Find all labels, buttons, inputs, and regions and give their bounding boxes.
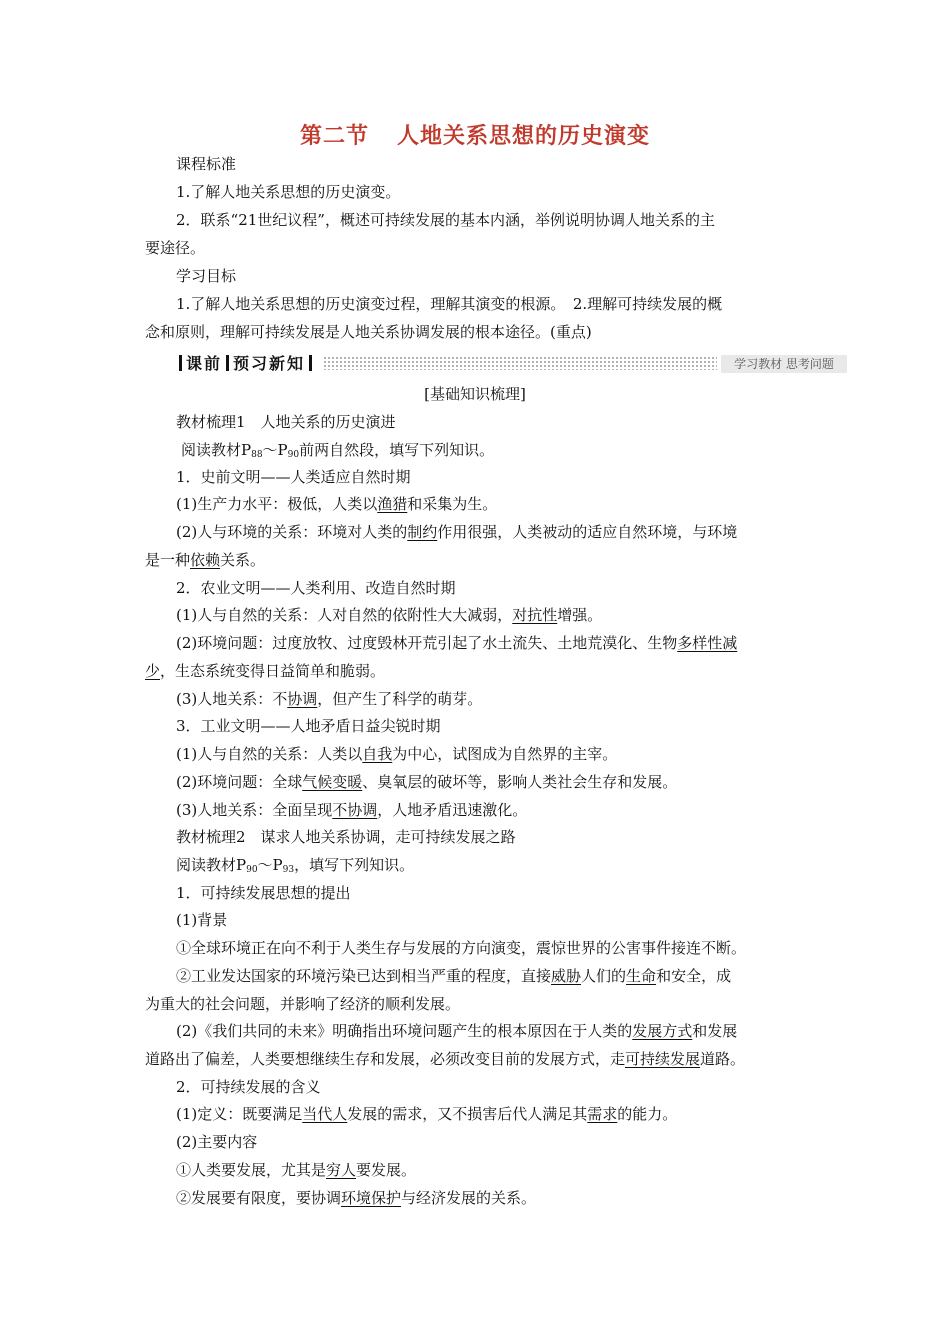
banner-dotted-fill xyxy=(323,356,717,370)
c1-p2-line-1: (2)人与环境的关系：环境对人类的制约作用很强，人类被动的适应自然环境，与环境 xyxy=(176,523,738,541)
c2-e2: ②发展要有限度，要协调环境保护与经济发展的关系。 xyxy=(176,1189,537,1207)
c2-d1: (1)定义：既要满足当代人发展的需求，又不损害后代人满足其需求的能力。 xyxy=(176,1105,678,1123)
c2-b1: ①全球环境正在向不利于人类生存与发展的方向演变，震惊世界的公害事件接连不断。 xyxy=(176,939,747,957)
c2-b2-line-2: 为重大的社会问题，并影响了经济的顺利发展。 xyxy=(145,995,461,1013)
c2-background: (1)背景 xyxy=(176,911,228,929)
c2-h2: 2．可持续发展的含义 xyxy=(176,1078,321,1096)
objectives-line-2: 念和原则，理解可持续发展是人地关系协调发展的根本途径。(重点) xyxy=(145,323,592,341)
c2-h1: 1．可持续发展思想的提出 xyxy=(176,884,351,902)
standards-item-2-line-2: 要途径。 xyxy=(145,239,206,257)
c1-h2: 2．农业文明——人类利用、改造自然时期 xyxy=(176,579,456,597)
standards-heading: 课程标准 xyxy=(176,155,237,173)
c2-read-instruction: 阅读教材$P_{90}\sim P_{93}$，填写下列知识。 xyxy=(176,856,415,875)
page-title xyxy=(0,119,950,150)
title-text: 人地关系思想的历史演变 xyxy=(397,124,651,149)
c1-h1: 1．史前文明——人类适应自然时期 xyxy=(176,468,411,486)
banner-label-part-1: 课前 xyxy=(186,354,223,373)
c1-r1: (1)人与自然的关系：人类以自我为中心，试图成为自然界的主宰。 xyxy=(176,745,618,763)
c2-heading: 教材梳理2 谋求人地关系协调，走可持续发展之路 xyxy=(176,828,516,846)
section-banner xyxy=(175,353,847,375)
c1-q3: (3)人地关系：不协调，但产生了科学的萌芽。 xyxy=(176,690,483,708)
banner-label xyxy=(175,353,316,375)
title-section-number: 第二节 xyxy=(299,124,369,149)
c1-heading: 教材梳理1 人地关系的历史演进 xyxy=(176,413,396,431)
banner-tag: 学习教材 思考问题 xyxy=(721,355,847,373)
c2-e1: ①人类要发展，尤其是穷人要发展。 xyxy=(176,1161,417,1179)
c1-read-instruction: 阅读教材$P_{88}\sim P_{90}$前两自然段，填写下列知识。 xyxy=(181,441,495,460)
objectives-line-1: 1.了解人地关系思想的历史演变过程，理解其演变的根源。 2.理解可持续发展的概 xyxy=(176,295,723,313)
c1-q2-line-1: (2)环境问题：过度放牧、过度毁林开荒引起了水土流失、土地荒漠化、生物多样性减 xyxy=(176,634,738,652)
c2-b2-line-1: ②工业发达国家的环境污染已达到相当严重的程度，直接威胁人们的生命和安全，成 xyxy=(176,967,732,985)
c1-h3: 3．工业文明——人地矛盾日益尖锐时期 xyxy=(176,717,441,735)
c1-p2-line-2: 是一种依赖关系。 xyxy=(145,551,266,569)
c1-r3: (3)人地关系：全面呈现不协调，人地矛盾迅速激化。 xyxy=(176,801,528,819)
banner-label-part-2: 预习新知 xyxy=(233,354,306,373)
c2-d2: (2)主要内容 xyxy=(176,1133,258,1151)
c2-b3-line-1: (2)《我们共同的未来》明确指出环境问题产生的根本原因在于人类的发展方式和发展 xyxy=(176,1022,738,1040)
c1-p1: (1)生产力水平：极低，人类以渔猎和采集为生。 xyxy=(176,495,498,513)
c1-q1: (1)人与自然的关系：人对自然的依附性大大减弱，对抗性增强。 xyxy=(176,606,603,624)
section-title: [基础知识梳理] xyxy=(424,385,526,403)
c2-b3-line-2: 道路出了偏差，人类要想继续生存和发展，必须改变目前的发展方式，走可持续发展道路。 xyxy=(145,1050,746,1068)
c1-q2-line-2: 少，生态系统变得日益简单和脆弱。 xyxy=(145,662,386,680)
objectives-heading: 学习目标 xyxy=(176,267,237,285)
standards-item-2-line-1: 2．联系“21世纪议程”，概述可持续发展的基本内涵，举例说明协调人地关系的主 xyxy=(176,211,715,229)
c1-r2: (2)环境问题：全球气候变暖、臭氧层的破坏等，影响人类社会生存和发展。 xyxy=(176,773,678,791)
standards-item-1: 1.了解人地关系思想的历史演变。 xyxy=(176,183,401,201)
